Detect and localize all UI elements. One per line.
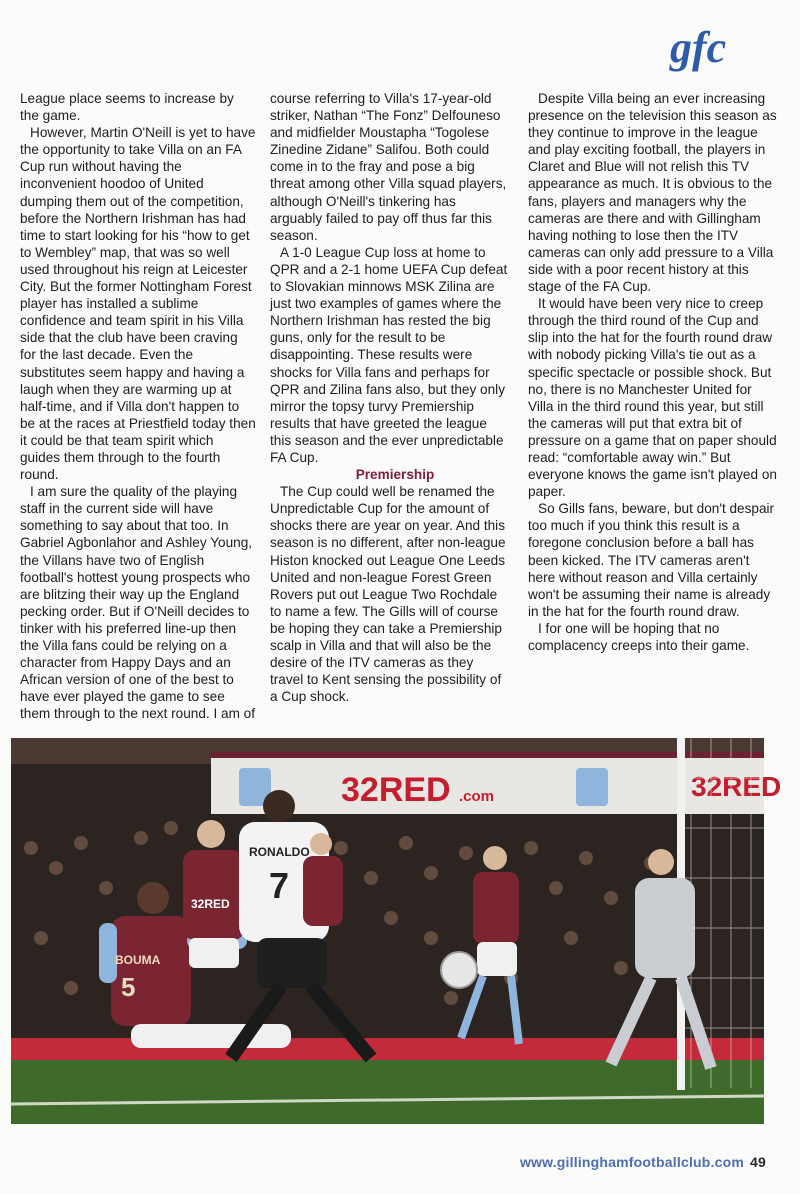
- match-photo: [11, 738, 782, 1124]
- board-sponsor-suffix: .com: [459, 788, 495, 805]
- paragraph: Despite Villa being an ever increasing presence on the television this season as they continue to improve in the league and play exciting football, the players in Claret and Blue will not relish this TV appearance as much. It is obvious to the fans, players and managers why the cameras are there and with Gillingham having nothing to lose then the ITV cameras can only add pressure to a Villa side with a poor recent history at this stage of the FA Cup.: [528, 91, 777, 295]
- gfc-logo-graphic: [664, 20, 772, 78]
- shirt-name: BOUMA: [115, 953, 161, 967]
- paragraph: I am sure the quality of the playing staff in the current side will have something to say about that too. In Gabriel Agbonlahor and Ashley Young, the Villans have two of English football's hottest young prospects who are blitzing their way up the England pecking order. But if O'Neill decides to tinker with his preferred line-up then the Villa fans could be relying on a character from Happy Days and an African version of one of the best to have ever played the game to see them through to the next round. I am of: [20, 484, 256, 722]
- paragraph: The Cup could well be renamed the Unpredictable Cup for the amount of shocks there are year on year. And this season is no different, after non-league Histon knocked out League One Leeds United and non-league Forest Green Rovers put out League Two Rochdale to name a few. The Gills will of course be hoping they can take a Premiership scalp in Villa and that will also be the desire of the ITV cameras as they travel to Kent sensing the possibility of a Cup shock.: [270, 484, 506, 705]
- paragraph: So Gills fans, beware, but don't despair too much if you think this result is a foregone conclusion before a ball has been kicked. The ITV cameras aren't here without reason and Villa certainly won't be assuming their name is already in the hat for the fourth round draw.: [528, 501, 775, 619]
- paragraph: League place seems to increase by the game.: [20, 91, 234, 124]
- paragraph: A 1-0 League Cup loss at home to QPR and a 2-1 home UEFA Cup defeat to Slovakian minnows MSK Zilina are just two examples of games where the Northern Irishman has rested the big guns, only for the result to be disappointing. These results were shocks for Villa fans and perhaps for QPR and Zilina fans also, but they only mirror the topsy turvy Premiership results that have greeted the league this season and the ever unpredictable FA Cup.: [270, 244, 508, 465]
- pitch: [11, 1060, 764, 1124]
- board-sponsor-text: 32RED: [341, 771, 451, 809]
- shirt-number: 7: [269, 865, 290, 906]
- page-footer: [520, 1154, 766, 1170]
- football: [441, 952, 477, 988]
- paragraph: It would have been very nice to creep through the third round of the Cup and slip into the hat for the fourth round draw with nobody picking Villa's tie out as a specific spectacle or possible shock. But no, there is no Manchester United for Villa in the third round this year, but still the cameras will put that extra bit of pressure on a game that on paper should read: “comfortable away win.” But everyone knows the game isn't played on paper.: [528, 296, 777, 500]
- perimeter-board: [11, 1038, 764, 1060]
- shirt-number: 5: [121, 972, 136, 1002]
- club-website-url: www.gillinghamfootballclub.com: [519, 1154, 745, 1170]
- club-logo: [664, 20, 772, 78]
- paragraph: However, Martin O'Neill is yet to have the opportunity to take Villa on an FA Cup run without having the inconvenient hoodoo of United dumping them out of the competition, before the Northern Irishman has had time to start looking for his “how to get to Wembley” map, that was so well used throughout his reign at Leicester City. But the former Nottingham Forest player has installed a sublime confidence and team spirit in his Villa side that the club have been craving for the last decade. Even the substitutes seem happy and having a laugh when they are warming up at half-time, and if Villa don't happen to be at the races at Priestfield today then it could be that team spirit which guides them through to the fourth round.: [20, 125, 256, 483]
- paragraph: course referring to Villa's 17-year-old striker, Nathan “The Fonz” Delfouneso and midfielder Moustapha “Togolese Zinedine Zidane” Salifou. Both could come in to the fray and pose a big threat among other Villa squad players, although O'Neill's tinkering has arguably failed to pay off thus far this season.: [270, 91, 507, 243]
- article-column-1: [20, 90, 256, 722]
- subheading: Premiership: [355, 467, 435, 483]
- villa-crest-icon: [576, 768, 608, 806]
- shirt-sponsor: 32RED: [191, 897, 230, 911]
- board-sponsor-text-right: 32RED: [691, 771, 782, 802]
- shirt-name: RONALDO: [249, 845, 310, 859]
- logo-text: gfc: [670, 23, 727, 72]
- article-column-3: [528, 90, 778, 654]
- article-column-2: [270, 90, 510, 705]
- page-number: 49: [750, 1154, 766, 1170]
- paragraph: I for one will be hoping that no complacency creeps into their game.: [528, 620, 750, 653]
- match-photo-illustration: [11, 738, 782, 1124]
